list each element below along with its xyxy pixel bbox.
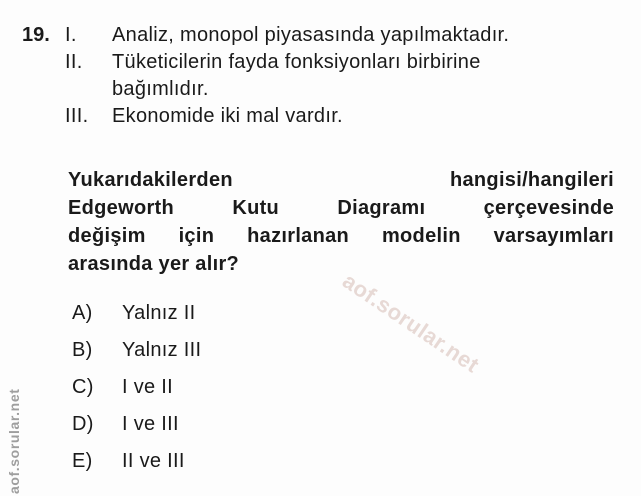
option-row-e [72,451,201,471]
question-number: 19. [22,24,50,46]
option-text: I ve II [122,376,174,398]
option-text: II ve III [122,450,185,472]
question-stem-line: değişim için hazırlanan modelin varsayımları [68,225,614,247]
question-stem-line: Yukarıdakilerden hangisi/hangileri [68,169,614,191]
premise-list [65,22,565,130]
option-letter: B) [72,339,93,361]
premise-text-1 [112,22,565,49]
option-letter: E) [72,450,93,472]
premise-line: bağımlıdır. [112,78,209,100]
option-letter: A) [72,302,93,324]
option-text: I ve III [122,413,179,435]
premise-line: Tüketicilerin fayda fonksiyonları birbirine [112,51,481,73]
premise-text-2 [112,49,565,103]
question-stem-line: Edgeworth Kutu Diagramı çerçevesinde [68,197,614,219]
option-row-b [72,340,201,360]
option-row-c [72,377,201,397]
option-letter: C) [72,376,94,398]
option-row-a [72,303,201,323]
option-text: Yalnız III [122,339,202,361]
premise-numeral-1: I. [65,24,77,46]
premise-numeral-3: III. [65,105,89,127]
premise-text-3 [112,103,565,130]
option-letter: D) [72,413,94,435]
question-stem [68,166,614,278]
question-stem-line: arasında yer alır? [68,253,240,275]
option-text: Yalnız II [122,302,196,324]
watermark-diagonal: aof.sorular.net [338,268,484,378]
premise-line: Ekonomide iki mal vardır. [112,105,343,127]
option-list [72,303,201,471]
option-row-d [72,414,201,434]
premise-line: Analiz, monopol piyasasında yapılmaktadır. [112,24,510,46]
premise-numeral-2: II. [65,51,83,73]
watermark-side: aof.sorular.net [6,388,22,494]
